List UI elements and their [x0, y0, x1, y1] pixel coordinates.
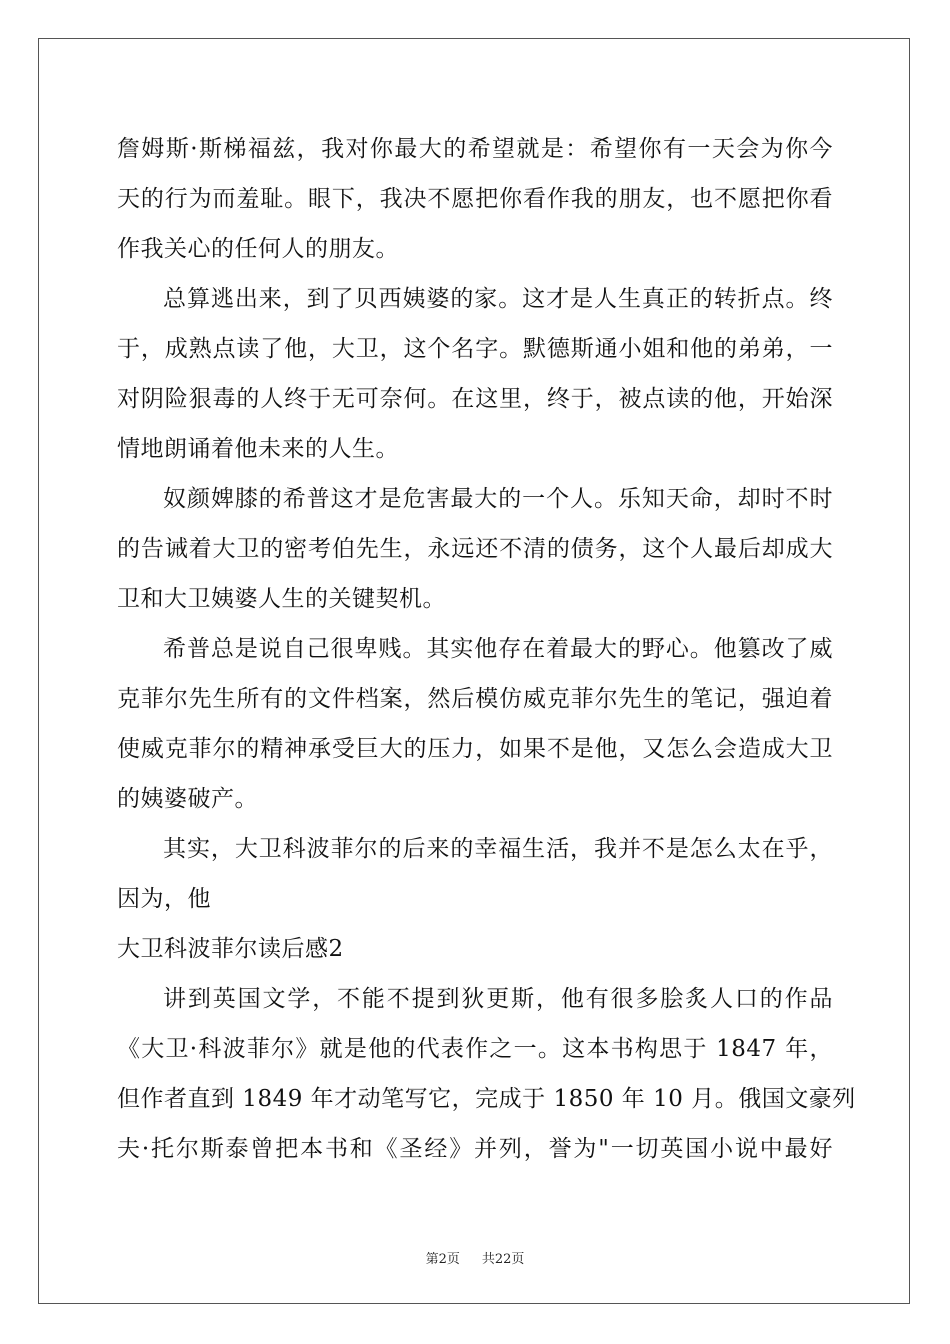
text-line: 克菲尔先生所有的文件档案，然后模仿威克菲尔先生的笔记，强迫着 — [117, 686, 833, 712]
text-line: 其实，大卫科波菲尔的后来的幸福生活，我并不是怎么太在乎， — [163, 836, 833, 862]
page-number: 第2页 — [425, 1252, 460, 1267]
text-line: 情地朗诵着他未来的人生。 — [117, 436, 399, 462]
text-line: 的姨婆破产。 — [117, 786, 258, 812]
text-line: 因为，他 — [117, 886, 211, 912]
text-line: 但作者直到 1849 年才动笔写它，完成于 1850 年 10 月。俄国文豪列 — [117, 1086, 856, 1112]
text-line: 的告诫着大卫的密考伯先生，永远还不清的债务，这个人最后却成大 — [117, 536, 833, 562]
text-line: 对阴险狠毒的人终于无可奈何。在这里，终于，被点读的他，开始深 — [117, 386, 833, 412]
text-line: 讲到英国文学，不能不提到狄更斯，他有很多脍炙人口的作品 — [163, 986, 833, 1012]
text-line: 使威克菲尔的精神承受巨大的压力，如果不是他，又怎么会造成大卫 — [117, 736, 833, 762]
text-line: 于，成熟点读了他，大卫，这个名字。默德斯通小姐和他的弟弟，一 — [117, 336, 833, 362]
text-line: 《大卫·科波菲尔》就是他的代表作之一。这本书构思于 1847 年， — [117, 1036, 833, 1062]
text-line: 希普总是说自己很卑贱。其实他存在着最大的野心。他篡改了威 — [163, 636, 833, 662]
text-line: 詹姆斯·斯梯福兹，我对你最大的希望就是：希望你有一天会为你今 — [117, 136, 833, 162]
page-footer — [0, 1248, 950, 1267]
text-line: 夫·托尔斯泰曾把本书和《圣经》并列，誉为"一切英国小说中最好 — [117, 1136, 833, 1162]
text-line: 奴颜婢膝的希普这才是危害最大的一个人。乐知天命，却时不时 — [163, 486, 833, 512]
text-line: 总算逃出来，到了贝西姨婆的家。这才是人生真正的转折点。终 — [163, 286, 833, 312]
document-body — [117, 124, 856, 1174]
page-total: 共22页 — [481, 1252, 525, 1267]
section-heading: 大卫科波菲尔读后感2 — [117, 936, 344, 962]
text-line: 卫和大卫姨婆人生的关键契机。 — [117, 586, 446, 612]
text-line: 天的行为而羞耻。眼下，我决不愿把你看作我的朋友，也不愿把你看 — [117, 186, 833, 212]
text-line: 作我关心的任何人的朋友。 — [117, 236, 399, 262]
